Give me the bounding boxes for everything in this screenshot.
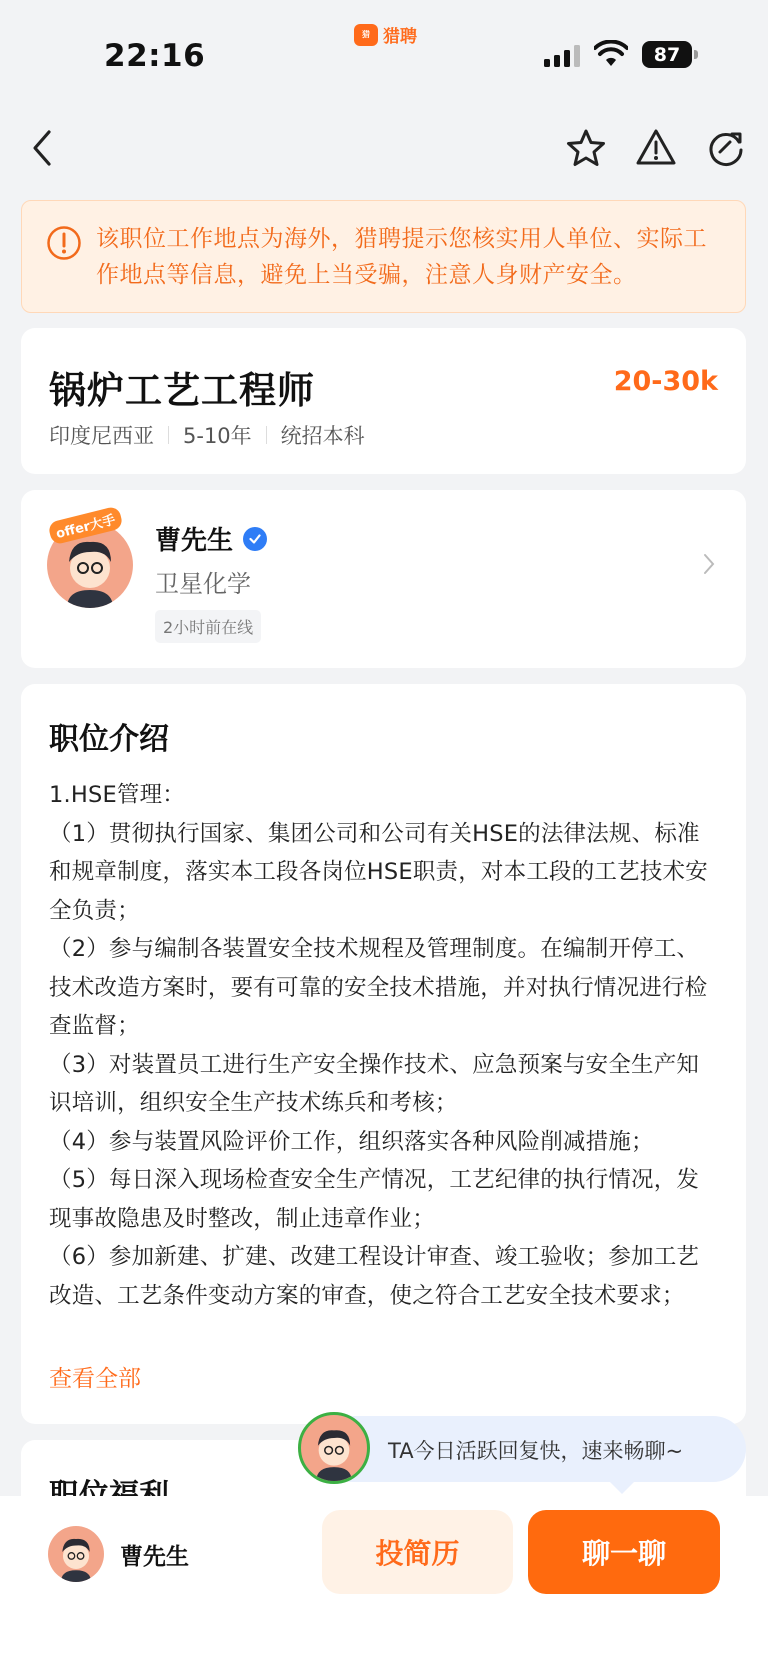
divider bbox=[168, 426, 169, 444]
submit-resume-button[interactable]: 投简历 bbox=[322, 1510, 513, 1594]
chevron-left-icon bbox=[29, 128, 55, 168]
recruiter-name: 曹先生 bbox=[155, 526, 234, 556]
job-education: 统招本科 bbox=[280, 424, 365, 448]
clock: 22:16 bbox=[104, 38, 206, 74]
favorite-button[interactable] bbox=[562, 124, 610, 172]
recruiter-avatar bbox=[47, 512, 133, 608]
cellular-signal-icon bbox=[544, 43, 580, 67]
recruiter-card[interactable] bbox=[21, 490, 746, 668]
share-button[interactable] bbox=[702, 124, 750, 172]
recruiter-name-row bbox=[155, 520, 267, 557]
warning-triangle-icon bbox=[635, 127, 677, 169]
chat-button[interactable]: 聊一聊 bbox=[528, 1510, 720, 1594]
wifi-icon bbox=[594, 40, 628, 68]
avatar-face-icon bbox=[301, 1415, 367, 1481]
recruiter-company: 卫星化学 bbox=[155, 570, 251, 598]
top-nav bbox=[0, 118, 768, 178]
job-description-card bbox=[21, 684, 746, 1424]
salary: 20-30k bbox=[613, 366, 718, 397]
app-name: 猎聘 bbox=[383, 27, 417, 47]
refresh-share-icon bbox=[706, 128, 746, 168]
job-description-text: 1.HSE管理： （1）贯彻执行国家、集团公司和公司有关HSE的法律法规、标准和规章制度，落实本工段各岗位HSE职责，对本工段的工艺技术安全负责； （2）参与编制各装置安全技术规程及管理制度。在编制开停工、技术改造方案时，要有可靠的安全技术措施，并对执行情况进行检查监督； （3）对装置员工进行生产安全操作技术、应急预案与安全生产知识培训，组织安全生产技术练兵和考核； （4）参与装置风险评价工作，组织落实各种风险削减措施； （5）每日深入现场检查安全生产情况，工艺纪律的执行情况，发现事故隐患及时整改，制止违章作业； （6）参加新建、扩建、改建工程设计审查、竣工验收；参加工艺改造、工艺条件变动方案的审查，使之符合工艺安全技术要求； bbox=[49, 782, 708, 1309]
job-meta bbox=[49, 420, 365, 450]
bubble-avatar bbox=[298, 1412, 370, 1484]
view-all-link[interactable]: 查看全部 bbox=[49, 1366, 141, 1392]
chat-prompt-text: TA今日活跃回复快，速来畅聊~ bbox=[388, 1439, 684, 1463]
job-experience: 5-10年 bbox=[183, 424, 252, 448]
overseas-warning-banner bbox=[21, 200, 746, 313]
avatar-face-icon bbox=[48, 1526, 104, 1582]
warning-text: 该职位工作地点为海外，猎聘提示您核实用人单位、实际工作地点等信息，避免上当受骗，注意人身财产安全。 bbox=[96, 226, 707, 288]
bottom-recruiter-name[interactable]: 曹先生 bbox=[120, 1544, 189, 1570]
liepin-logo-icon: 猎 bbox=[354, 24, 378, 46]
battery-indicator: 87 bbox=[642, 41, 692, 68]
status-bar bbox=[0, 0, 768, 100]
divider bbox=[266, 426, 267, 444]
report-button[interactable] bbox=[632, 124, 680, 172]
chevron-right-icon bbox=[702, 552, 716, 576]
job-location: 印度尼西亚 bbox=[49, 424, 154, 448]
star-icon bbox=[565, 127, 607, 169]
back-button[interactable] bbox=[18, 124, 66, 172]
bottom-action-bar bbox=[0, 1496, 768, 1669]
job-summary-card bbox=[21, 328, 746, 474]
job-title: 锅炉工艺工程师 bbox=[49, 369, 315, 412]
chat-prompt-bubble[interactable] bbox=[320, 1416, 746, 1482]
offer-badge: offer大手 bbox=[47, 506, 123, 546]
section-title: 职位介绍 bbox=[49, 722, 169, 757]
bottom-recruiter-avatar[interactable] bbox=[48, 1526, 104, 1582]
verified-check-icon bbox=[243, 527, 267, 551]
online-status-badge: 2小时前在线 bbox=[155, 610, 261, 643]
app-indicator bbox=[354, 22, 417, 47]
alert-circle-icon bbox=[46, 225, 82, 261]
